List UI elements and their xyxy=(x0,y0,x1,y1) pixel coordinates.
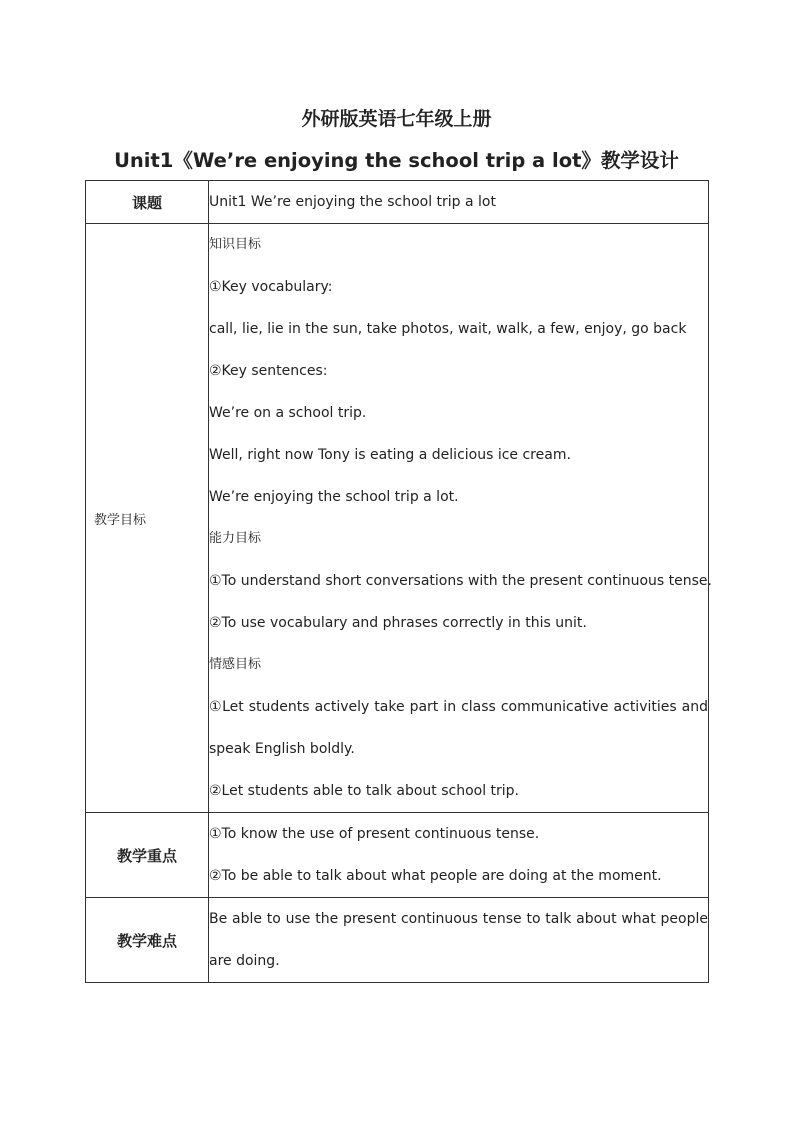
emotion-1b: speak English boldly. xyxy=(209,741,355,757)
topic-label: 课题 xyxy=(86,181,209,224)
emotion-2: ②Let students able to talk about school trip. xyxy=(209,783,520,799)
table-row-key-points xyxy=(86,813,709,898)
table-row-objectives xyxy=(86,224,709,813)
ability-1: ①To understand short conversations with the present continuous tense. xyxy=(209,573,712,589)
lesson-plan-table xyxy=(85,180,712,983)
emotion-heading: 情感目标 xyxy=(209,657,262,672)
objectives-content xyxy=(209,224,712,813)
sentence-1: We’re on a school trip. xyxy=(209,405,367,421)
document-subtitle: Unit1《We’re enjoying the school trip a lot》教学设计 xyxy=(114,149,679,172)
difficulties-label: 教学难点 xyxy=(86,898,209,983)
topic-value: Unit1 We’re enjoying the school trip a lot xyxy=(209,181,709,224)
sentences-heading: ②Key sentences: xyxy=(209,363,328,379)
difficulty-line-1: Be able to use the present continuous tense to talk about what people xyxy=(209,911,708,927)
objectives-label: 教学目标 xyxy=(86,224,209,813)
difficulties-content xyxy=(209,898,709,983)
table-row-difficulties xyxy=(86,898,709,983)
key-point-1: ①To know the use of present continuous tense. xyxy=(209,826,540,842)
vocab-heading: ①Key vocabulary: xyxy=(209,279,333,295)
vocab-list: call, lie, lie in the sun, take photos, wait, walk, a few, enjoy, go back xyxy=(209,321,687,337)
sentence-3: We’re enjoying the school trip a lot. xyxy=(209,489,459,505)
ability-2: ②To use vocabulary and phrases correctly in this unit. xyxy=(209,615,587,631)
difficulty-line-2: are doing. xyxy=(209,953,280,969)
key-points-label: 教学重点 xyxy=(86,813,209,898)
document-title: 外研版英语七年级上册 xyxy=(301,108,492,130)
knowledge-heading: 知识目标 xyxy=(209,237,262,252)
ability-heading: 能力目标 xyxy=(209,531,262,546)
emotion-1a: ①Let students actively take part in class communicative activities and xyxy=(209,699,708,715)
key-points-content xyxy=(209,813,709,898)
key-point-2: ②To be able to talk about what people are doing at the moment. xyxy=(209,868,662,884)
table-row-topic xyxy=(86,181,709,224)
sentence-2: Well, right now Tony is eating a delicious ice cream. xyxy=(209,447,571,463)
